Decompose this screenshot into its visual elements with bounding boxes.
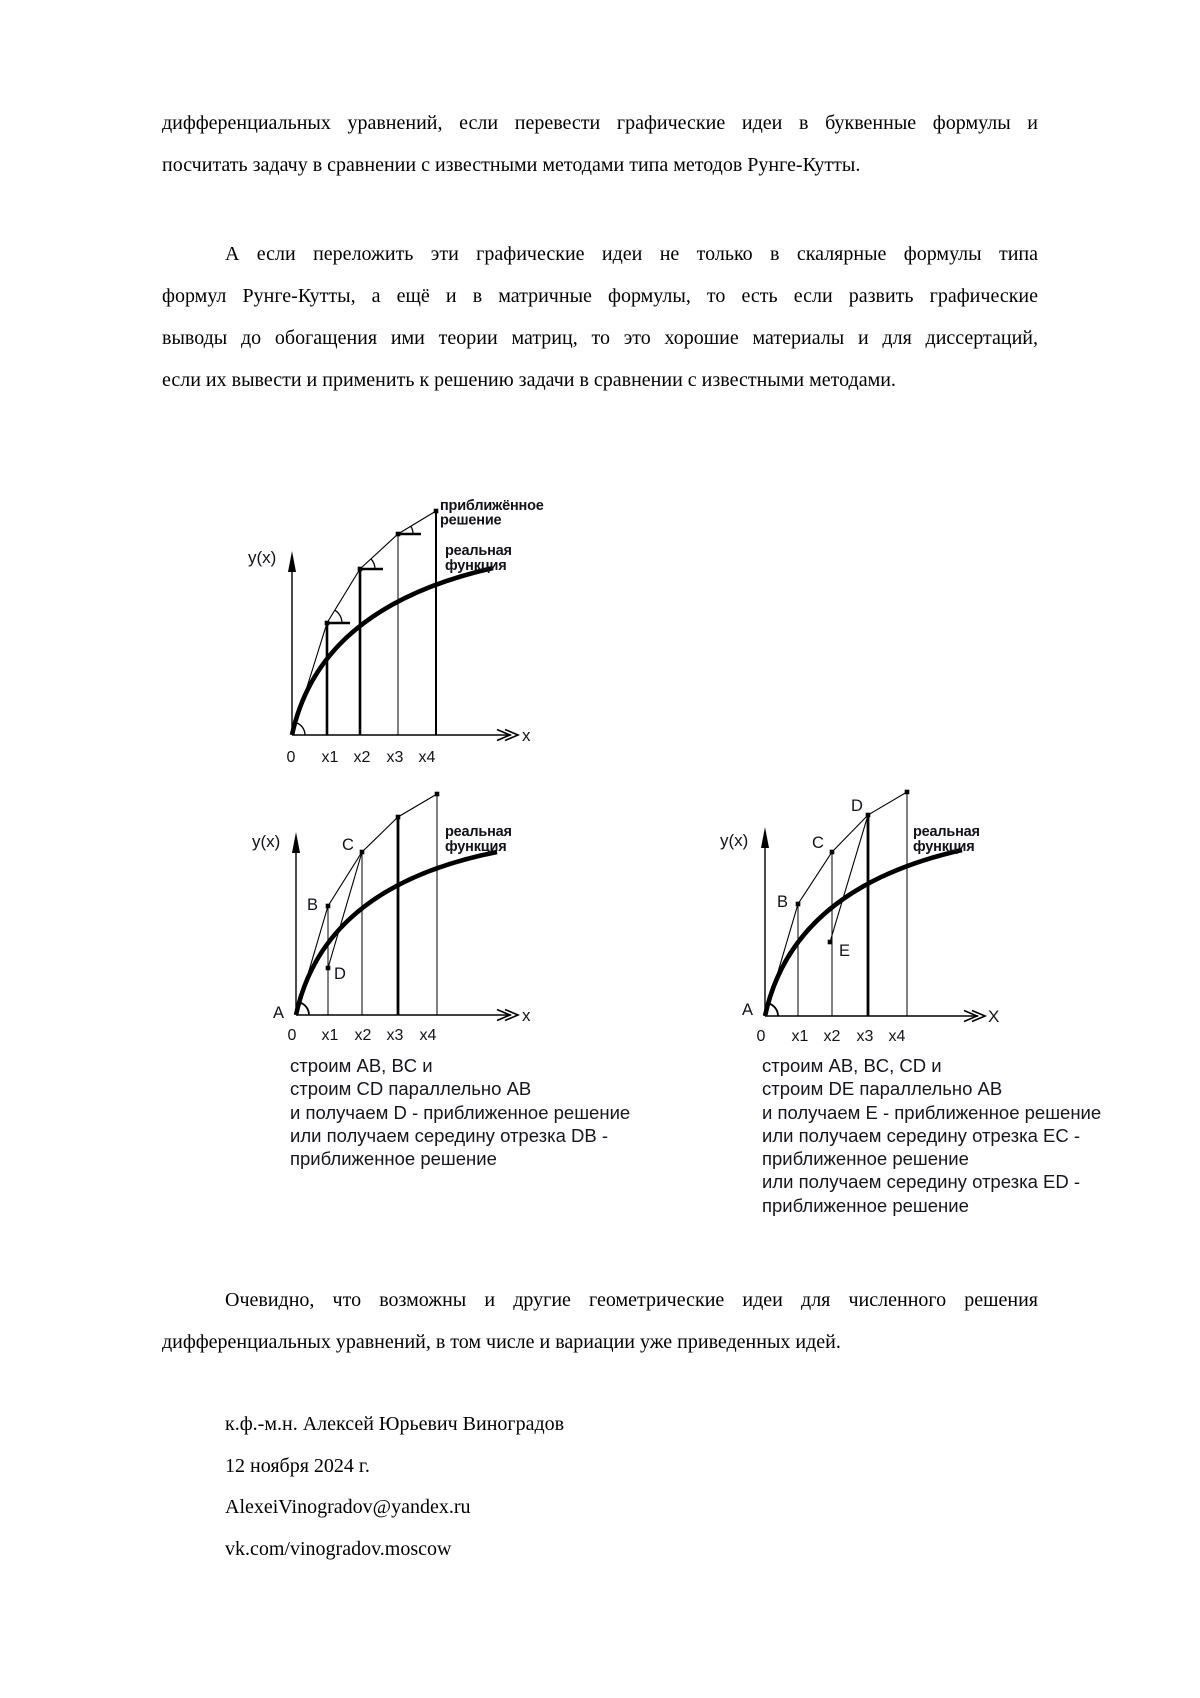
paragraph-2-line: выводы до обогащения ими теории матриц, то это хорошие материалы и для диссертаций, (162, 327, 1038, 349)
real-function-label: реальная (445, 543, 512, 559)
diagram-construction-d (230, 790, 590, 1060)
vertex-dot (396, 532, 401, 537)
caption-left-line: строим CD параллельно AB (290, 1078, 532, 1100)
paragraph-2-line: если их вывести и применить к решению задачи в сравнении с известными методами. (162, 369, 896, 391)
tick-label: x2 (353, 749, 371, 766)
vertex-dot (435, 792, 440, 797)
angle-arc (300, 1003, 309, 1016)
paragraph-2-line: А если переложить эти графические идеи не только в скалярные формулы типа (225, 243, 1038, 265)
angle-arc (335, 610, 342, 623)
point-b-dot (326, 904, 331, 909)
tick-label: x3 (386, 749, 404, 766)
tick-label: x4 (888, 1028, 906, 1045)
point-c-label: C (342, 836, 354, 854)
real-function-curve (292, 568, 493, 735)
caption-right-line: строим DE параллельно AB (762, 1078, 1003, 1100)
vertex-dot (325, 621, 330, 626)
vertex-dot (434, 509, 439, 514)
tick-label: x4 (419, 1027, 437, 1044)
y-axis-arrow-icon (292, 832, 300, 853)
vertex-dot (905, 790, 910, 795)
approx-solution-label: приближённое (440, 498, 544, 514)
point-b-label: B (777, 893, 789, 911)
paragraph-3 (162, 1279, 1038, 1363)
y-axis-label: y(x) (248, 548, 277, 567)
point-b-label: B (307, 896, 319, 914)
signature-block (225, 1404, 564, 1570)
tick-label: x1 (321, 1027, 339, 1044)
caption-right-line: строим AB, BC, CD и (762, 1055, 942, 1076)
angle-arc (769, 1004, 778, 1017)
diagram-construction-e (700, 740, 1020, 1050)
tick-label: x3 (856, 1028, 874, 1045)
point-c-dot (830, 850, 835, 855)
signature-date: 12 ноября 2024 г. (225, 1454, 370, 1477)
point-e-dot (828, 940, 833, 945)
tick-label: 0 (287, 1027, 297, 1044)
point-a-label: A (742, 1001, 754, 1019)
angle-arc (371, 559, 375, 569)
point-a-label: A (273, 1004, 285, 1022)
point-b-dot (796, 902, 801, 907)
point-d-label: D (334, 965, 346, 983)
paragraph-3-line: дифференциальных уравнений, в том числе и вариации уже приведенных идей. (162, 1331, 841, 1353)
y-axis-label: y(x) (252, 832, 281, 851)
point-d-dot (326, 966, 331, 971)
caption-left-line: или получаем середину отрезка DB - (290, 1124, 609, 1146)
point-c-dot (360, 850, 365, 855)
y-axis-arrow-icon (761, 827, 769, 848)
tick-label: x3 (386, 1027, 404, 1044)
diagram-euler-method (230, 440, 590, 780)
paragraph-1-line: посчитать задачу в сравнении с известными методами типа методов Рунге-Кутты. (162, 154, 861, 176)
tick-label: x1 (321, 749, 339, 766)
caption-left-line: приближенное решение (290, 1148, 497, 1170)
real-function-label: функция (445, 558, 507, 574)
paragraph-2 (162, 233, 1038, 401)
caption-left-line: и получаем D - приближенное решение (290, 1101, 631, 1123)
paragraph-1 (162, 102, 1038, 186)
paragraph-3-line: Очевидно, что возможны и другие геометрические идеи для численного решения (225, 1289, 1038, 1311)
signature-email: AlexeiVinogradov@yandex.ru (225, 1496, 471, 1518)
signature-vk-link: vk.com/vinogradov.moscow (225, 1537, 452, 1560)
paragraph-1-line: дифференциальных уравнений, если перевести графические идеи в буквенные формулы и (162, 112, 1038, 134)
tick-label: 0 (756, 1028, 766, 1045)
caption-right-line: или получаем середину отрезка ED - (762, 1171, 1081, 1193)
x-axis-label: x (522, 1006, 531, 1025)
vertex-dot (358, 567, 363, 572)
real-function-label: реальная (913, 824, 980, 840)
caption-right-line: приближенное решение (762, 1148, 969, 1170)
approx-solution-label: решение (440, 512, 502, 529)
point-d-label: D (851, 797, 863, 815)
real-function-curve (765, 850, 962, 1016)
real-function-label: функция (445, 839, 507, 855)
signature-author: к.ф.-м.н. Алексей Юрьевич Виноградов (225, 1413, 565, 1435)
tick-label: x2 (823, 1028, 841, 1045)
caption-right (762, 1054, 1101, 1217)
x-axis-label: x (522, 726, 531, 745)
tick-label: x2 (354, 1027, 372, 1044)
real-function-label: функция (913, 839, 975, 855)
real-function-label: реальная (445, 824, 512, 840)
tick-label: x1 (791, 1028, 809, 1045)
real-function-curve (296, 852, 497, 1015)
caption-right-line: приближенное решение (762, 1194, 969, 1216)
point-d-dot (866, 813, 871, 818)
paragraph-2-line: формул Рунге-Кутты, а ещё и в матричные формулы, то есть если развить графические (162, 285, 1038, 307)
vertex-dot (396, 815, 401, 820)
angle-arc (296, 723, 305, 735)
caption-left (290, 1054, 630, 1170)
y-axis-label: y(x) (720, 831, 749, 850)
point-c-label: C (812, 834, 824, 852)
tick-label: 0 (286, 749, 296, 766)
caption-left-line: строим AB, BC и (290, 1055, 433, 1076)
point-e-label: E (839, 942, 851, 960)
caption-right-line: или получаем середину отрезка EC - (762, 1124, 1081, 1146)
y-axis-arrow-icon (288, 551, 296, 572)
x-axis-label: X (988, 1007, 1000, 1026)
tick-label: x4 (418, 749, 436, 766)
caption-right-line: и получаем E - приближенное решение (762, 1101, 1102, 1123)
